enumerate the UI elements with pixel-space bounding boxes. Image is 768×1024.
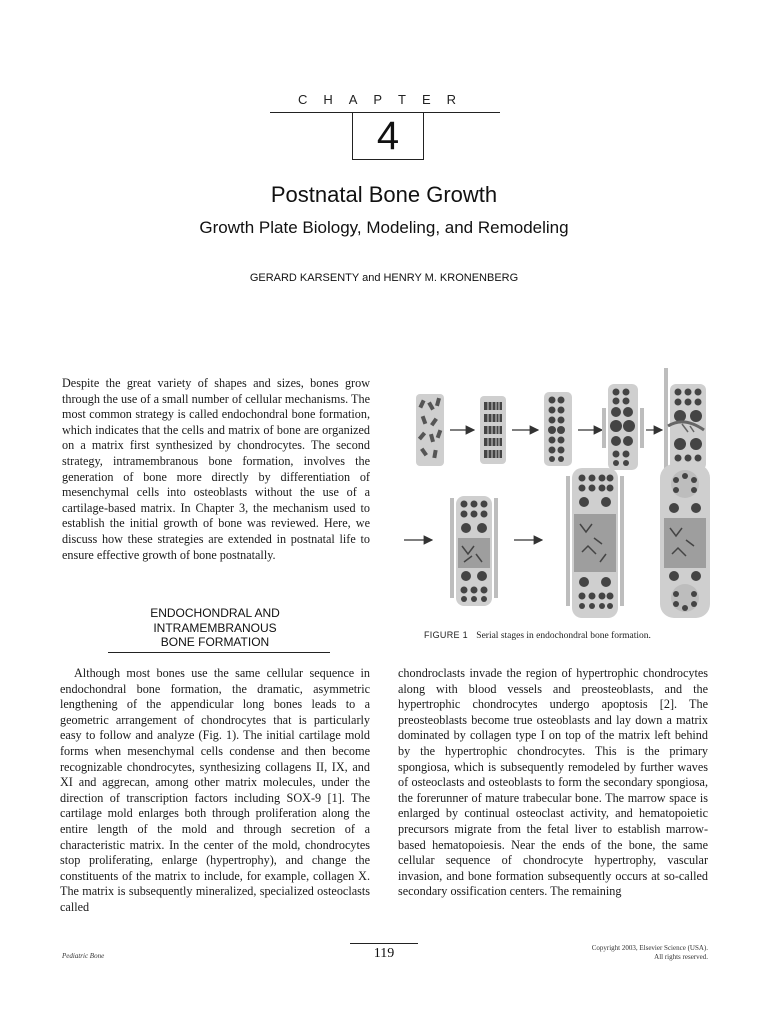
copyright <box>540 944 708 962</box>
page-number-rule <box>350 943 418 944</box>
figure-caption <box>424 630 714 641</box>
chapter-number: 4 <box>352 113 424 160</box>
copyright-line1: Copyright 2003, Elsevier Science (USA). <box>591 944 708 952</box>
stage-6-primary-ossification <box>450 496 498 606</box>
body-right-column: chondroclasts invade the region of hypertrophic chondrocytes along with blood vessels and preosteoblasts, and the hypertrophic chondrocytes undergo apoptosis [2]. The preosteoblasts become true osteoblasts and lay down a matrix dominated by collagen type I on top of the matrix left behind by the hypertrophic chondrocytes. This is the primary spongiosa, which is subsequently remodeled by further waves of osteoclasts and osteoblasts to form the secondary spongiosa, the forerunner of mature trabecular bone. The marrow space is enlarged by continual osteoclast activity, and hematopoietic precursors migrate from the fetal liver to establish marrow-based hematopoiesis. Near the ends of the bone, the same cellular sequence of chondrocyte hypertrophy, vascular invasion, and bone formation subsequently occurs at so-called secondary ossification centers. The remaining <box>398 666 708 899</box>
figure-endochondral-stages <box>404 368 714 618</box>
section-heading-line1: ENDOCHONDRAL AND <box>150 606 280 620</box>
section-heading <box>108 606 322 650</box>
chapter-label: CHAPTER <box>297 92 473 107</box>
book-title: Pediatric Bone <box>62 952 105 960</box>
stage-5-vascular-invasion <box>664 368 706 478</box>
section-rule <box>108 652 330 653</box>
figure-caption-text: Serial stages in endochondral bone formation. <box>476 631 651 641</box>
section-heading-line3: BONE FORMATION <box>160 635 270 649</box>
chapter-title: Postnatal Bone Growth <box>270 182 498 207</box>
stage-1-condensation <box>416 394 444 466</box>
intro-paragraph: Despite the great variety of shapes and sizes, bones grow through the use of a small number of cellular mechanisms. The most common strategy is called endochondral bone formation, which indicates that the cells and matrix of bone are organized on a matrix first synthesized by chondrocytes. The second strategy, intramembranous bone formation, involves the generation of bone more directly by differentiation of mesenchymal cells into osteoblasts without the use of a cartilage-based matrix. In Chapter 3, the mechanism used to establish the initial growth of bone was reviewed. Here, we discuss how these strategies are extended in postnatal life to ensure effective growth of bone postnatally. <box>62 376 370 562</box>
stage-8-secondary-ossification <box>660 464 710 618</box>
stage-7-marrow-expansion <box>566 468 624 618</box>
figure-label: FIGURE 1 <box>424 630 468 640</box>
section-heading-line2: INTRAMEMBRANOUS <box>153 620 277 635</box>
copyright-line2: All rights reserved. <box>654 953 708 961</box>
stage-4-hypertrophy <box>602 384 644 470</box>
authors: GERARD KARSENTY and HENRY M. KRONENBERG <box>249 272 519 284</box>
stage-2-chondrocytes <box>480 396 506 464</box>
page-number: 119 <box>373 946 395 961</box>
stage-3-proliferation <box>544 392 572 466</box>
chapter-subtitle: Growth Plate Biology, Modeling, and Remodeling <box>199 218 569 237</box>
body-left-column: Although most bones use the same cellular sequence in endochondral bone formation, the dramatic, asymmetric lengthening of the appendicular long bones leads to a geometric arrangement of chondrocytes that is particularly easy to follow and analyze (Fig. 1). The initial cartilage mold forms when mesenchymal cells condense and then become recognizable chondrocytes, synthesizing collagens II, IX, and XI and aggrecan, among other matrix molecules, under the direction of transcription factors including SOX-9 [1]. The cartilage mold enlarges both through proliferation along the entire length of the mold and through secretion of a characteristic matrix. In the center of the mold, chondrocytes stop proliferating, enlarge (hypertrophy), and change the constituents of the matrix to include, for example, collagen X. The matrix is subsequently mineralized, specialized osteoclasts called <box>60 666 370 914</box>
